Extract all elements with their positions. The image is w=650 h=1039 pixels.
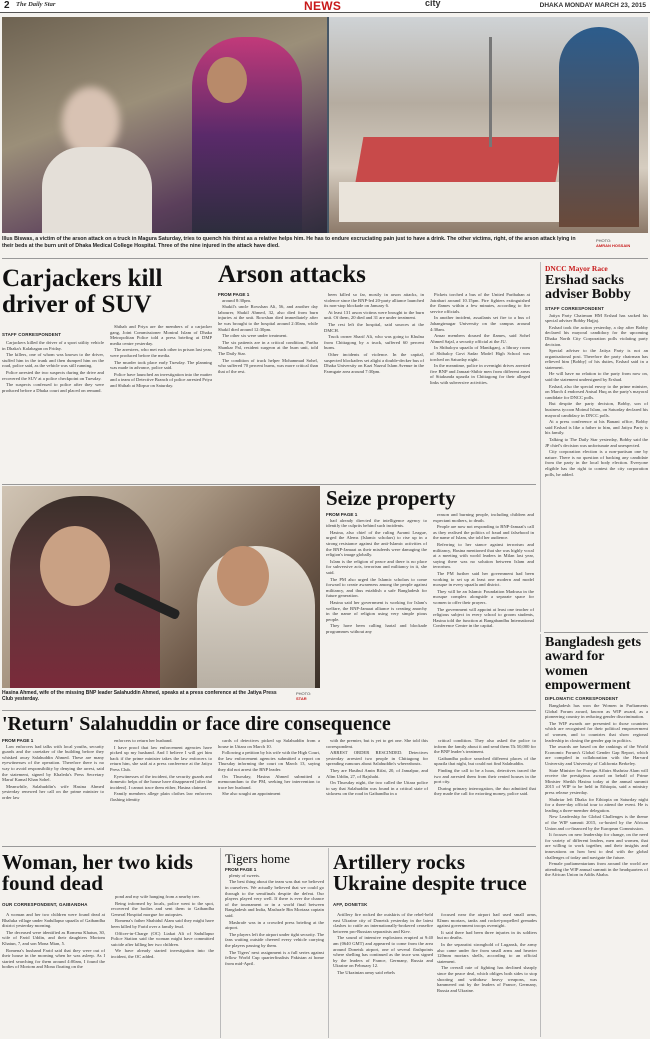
- article-paragraph: Jatiya Party Chairman HM Ershad has sacked his special adviser Bobby Hajjaj.: [545, 312, 648, 324]
- article-paragraph: The players left the airport under tight security. The fans waiting outside cheered every vehicle carrying the players passing by them.: [225, 931, 324, 948]
- article-body: [545, 703, 648, 1023]
- article-paragraph: Ansar members doused the flames, said Sohel Ahmed Sajal, a security official at the JU.: [430, 333, 530, 344]
- article-paragraph: In the meantime, police in overnight drives arrested five BNP and Jamaat-Shibir men from different areas of Sitakunda upazila in Chittagong for their alleged links with subversive activities.: [430, 363, 530, 385]
- headline: Arson attacks: [218, 261, 366, 288]
- article-paragraph: The deceased were identified as Romena Khatun, 30, wife of Farid Uddin, and their daughters Moriom Khatun, 7, and son Mona Mian, 5.: [2, 929, 105, 946]
- paper-name-logo: The Daily Star: [16, 1, 56, 8]
- article-paragraph: In the separatist stronghold of Lugansk, the army also came under fire from small arms and heavier 120mm mortars shells, according to an official statement.: [437, 941, 537, 964]
- article-paragraph: Shakil's uncle Rowshan Ali, 56, and another day labourer, Shakil Ahmed, 32, also died from burn injuries at the unit. Rowshan died immediately after he was brought to the hospital around 2:30am, while Shakil died around 12:30pm.: [218, 304, 318, 332]
- divider: [2, 484, 536, 485]
- article-paragraph: Carjackers killed the driver of a sport utility vehicle in Dhaka's Kalabagan on Friday.: [2, 340, 104, 351]
- photo-credit: [296, 692, 320, 701]
- article-paragraph: Law enforcers had talks with local youths, security guards and the caretaker of the building before they whisked away Salahuddin Ahmed. These are many eyewitnesses of the operation. Therefore there is no way to avoid responsibility by denying the arrest, said the statement, signed by Khaleda's Press Secretary Maruf Kamal Khan Sohel.: [2, 743, 104, 783]
- kicker: DNCC Mayor Race: [545, 264, 608, 273]
- headline: Artillery rocks Ukraine despite truce: [333, 850, 527, 896]
- article-paragraph: They have been calling hartal and blockade programmes without any: [326, 623, 427, 634]
- byline: AFP, DONETSK: [333, 902, 368, 907]
- article-paragraph: They will be an Islamic Foundation Madrasa in the mosque complex alongside a separate space for women to offer their prayers.: [433, 588, 534, 605]
- photo-right-panel: [329, 17, 648, 233]
- article-paragraph: critical condition. They also asked the police to inform the family about it and send them Tk 50,000 for the BNP leader's treatment.: [434, 738, 536, 755]
- article-paragraph: Romena's father Shahidul Alam said they might have been killed by Farid over a family feud.: [111, 918, 214, 929]
- article-paragraph: On Thursday, Hasina Ahmed submitted a memorandum to the PM, seeking her intervention to trace her husband.: [218, 773, 320, 790]
- article-column: [2, 340, 104, 480]
- story-carjackers: [2, 260, 214, 482]
- byline: STAFF CORRESPONDENT: [545, 305, 605, 311]
- article-paragraph: reason and burning people, including children and expectant mothers, to death.: [433, 512, 534, 523]
- photo-left-panel: [2, 17, 327, 233]
- hospital-bed: [355, 137, 564, 187]
- story-seize-property: [326, 486, 536, 708]
- byline: STAFF CORRESPONDENT: [2, 332, 62, 337]
- page-number: 2: [4, 0, 10, 11]
- photo-credit-label: PHOTO:: [596, 238, 612, 243]
- article-column: [326, 738, 428, 844]
- article-paragraph: Finding the call to be a hoax, detectives traced the two and arrested them from their rented houses in the port city.: [434, 767, 536, 785]
- article-paragraph: The rest left the hospital, said sources at the DMCH.: [324, 321, 424, 333]
- article-column: [434, 738, 536, 844]
- article-paragraph: Bangladesh has won the Women in Parliaments Global Forum award, known as WIP award, as a pioneering country in reducing gender discrimination.: [545, 703, 648, 720]
- article-paragraph: Ershad took the action yesterday, a day after Bobby declared his mayoral candidacy for the upcoming Dhaka North City Corporation polls violating party decision.: [545, 324, 648, 347]
- article-paragraph: The PM further said her government had been working to set up at least one modern and model mosque in every upazila and district.: [433, 570, 534, 588]
- photo-credit-name: STAR: [296, 695, 307, 701]
- jump-label: FROM PAGE 1: [225, 867, 257, 873]
- article-paragraph: Following a petition by his wife with the High Court, the law enforcement agencies submitted a report on Thursday informing the court on March 13, saying they did not arrest the BNP leader.: [218, 750, 320, 772]
- byline: OUR CORRESPONDENT, GAIBANDHA: [2, 902, 88, 907]
- article-paragraph: Police have launched an investigation into the matter and a team of Detective Branch of police arrested Priya and Shihab at Mirpur on Saturday.: [110, 371, 212, 388]
- article-paragraph: Eyewitnesses of the incident, the security guards and domestic helps of the house have disappeared [after the incident]. I cannot trace them either, Hasina claimed.: [110, 773, 212, 790]
- article-paragraph: At a press conference at his Banani office, Bobby said Ershad is like a father to him, and Jatiya Party is his family.: [545, 419, 648, 436]
- hospital-bed: [339, 182, 559, 222]
- article-paragraph: cards of detectives picked up Salahuddin from a house in Uttara on March 10.: [218, 738, 320, 749]
- headline: Woman, her two kids found dead: [2, 850, 193, 896]
- article-column: [218, 292, 318, 482]
- article-paragraph: At least 131 arson victims were brought to the burn unit. Of them, 20 died and 31 are under treatment.: [324, 309, 424, 321]
- story-ukraine: [328, 848, 536, 1038]
- divider: [544, 632, 648, 633]
- article-column: [437, 912, 537, 1036]
- article-paragraph: He will have no relation to the party from now on, said the statement undersigned by Ershad.: [545, 371, 648, 383]
- story-arson: [218, 260, 532, 482]
- photo-credit-label: PHOTO:: [296, 691, 312, 696]
- article-paragraph: The awards are based on the rankings of the World Economic Forum's Global Gender Gap Report, which are compiled in collaboration with the Harvard University and University of California Berkeley.: [545, 744, 648, 766]
- article-paragraph: Pickets torched a bus of the United Paribahan at Jatrabari around 10.15pm. Fire fighters extinguished the flames within a few minutes, according to fire service officials.: [430, 292, 530, 314]
- article-paragraph: The suspects confessed to police after they were produced before a Dhaka court and placed on remand.: [2, 382, 104, 393]
- divider: [2, 710, 536, 711]
- article-paragraph: During primary interrogation, the duo admitted that they made the call for extorting money, police said.: [434, 785, 536, 797]
- article-paragraph: focused near the airport had used small arms, 82mm mortars, tanks and rocket-propelled grenades against government troops overnight.: [437, 912, 537, 929]
- article-paragraph: around 8:30pm.: [222, 297, 252, 303]
- article-paragraph: Family members allege plain clothes law enforcers flashing identity: [110, 791, 212, 802]
- article-paragraph: We have already started investigation into the incident, the OC added.: [111, 948, 214, 959]
- headline: Carjackers kill driver of SUV: [2, 265, 163, 318]
- article-paragraph: I have proof that law enforcement agencies have picked up my husband. And I believe I will get him back if the prime minister takes the law enforcers to return him, she said at a press conference at the Jatiya Press Club.: [110, 744, 212, 772]
- article-paragraph: Shihab and Priya are the members of a carjacker gang, Joint Commissioner Monirul Islam of Dhaka Metropolitan Police told a press briefing at DMP media centre yesterday.: [110, 324, 212, 346]
- headline: Bangladesh gets award for women empowerment: [545, 635, 642, 693]
- iv-stand: [489, 37, 492, 147]
- article-column: [430, 292, 530, 482]
- jump-label: FROM PAGE 1: [218, 292, 250, 297]
- divider: [2, 846, 536, 847]
- article-paragraph: New Leadership for Global Challenges is the theme of the WIP summit 2015, co-hosted by the African Union and co-financed by the European Commission.: [545, 814, 648, 831]
- relative-figure: [192, 37, 302, 233]
- article-paragraph: Truck owner Sharif Ali, who was going to Khulna from Chittagong by a truck, suffered 60 percent burns.: [324, 334, 424, 351]
- article-paragraph: In another incident, assailants set fire to a bus of Jahangirnagar University on the campus around 4:30am.: [430, 315, 530, 332]
- article-column: [2, 738, 104, 844]
- article-paragraph: Romena's husband Farid said that they were out of their house in the morning when he was asleep. As I started searching for them around 4:00am, I found the bodies of Moriom and Mona floating on the: [2, 947, 105, 970]
- article-paragraph: Referring to her stance against terrorism and militancy, Hasina mentioned that she was highly vocal at a meeting with world leaders in Milan last year, saying there was no solution between Islam and terrorism.: [433, 541, 534, 570]
- top-photo: [2, 17, 648, 233]
- article-paragraph: Other incidents of violence. In the capital, suspected blockaders set alight a double-decker bus of Dhaka University on Kazi Nazrul Islam Avenue in the Farmgate area around 7:30pm.: [324, 351, 424, 374]
- story-bangladesh-award: [540, 634, 648, 1037]
- byline: DIPLOMATIC CORRESPONDENT: [545, 696, 619, 702]
- article-paragraph: A woman and her two children were found dead at Bhaluka village under Sadullapur upazila of Gaibandha district yesterday morning.: [2, 912, 105, 929]
- article-column: [324, 292, 424, 482]
- article-paragraph: The arrestees, who met each other in prison last year, were produced before the media.: [110, 347, 212, 358]
- story-ershad: [540, 262, 648, 632]
- middle-photo: [2, 486, 320, 688]
- article-column: [110, 324, 212, 480]
- article-column: [111, 894, 214, 1036]
- top-photo-caption: Illus Biswas, a victim of the arson attack on a truck in Magura Saturday, tries to quench his thirst as a relative helps him. He has to endure excruciating pain just to have a drink. The other victims, right, of the arson attack lying in their beds at the burn unit of Dhaka Medical College Hospital. Three of the nine injured in the attack have died.: [2, 236, 576, 249]
- story-salahuddin: [2, 712, 536, 844]
- article-column: [326, 512, 427, 708]
- article-paragraph: had already directed the intelligence agency to identify the culprits behind such incidents.: [326, 517, 427, 529]
- photo-credit: [596, 239, 648, 248]
- article-paragraph: Hasina said her government is working for Islam's welfare, the BNP-Jamaat alliance is creating anarchy in the name of religion using very simple pious people.: [326, 599, 427, 622]
- story-tigers-home: [220, 848, 324, 1038]
- man-face: [217, 546, 269, 606]
- article-paragraph: enforcers to return her husband.: [114, 738, 173, 743]
- middle-photo-caption: Hasina Ahmed, wife of the missing BNP leader Salahuddin Ahmed, speaks at a press conference at the Jatiya Press Club yesterday.: [2, 690, 277, 702]
- article-paragraph: Gaibandha police searched different places of the upazila that night, but could not find Salahuddin.: [434, 755, 536, 767]
- relative-face: [207, 57, 247, 103]
- article-paragraph: The overall rate of fighting has declined sharply since the peace deal, which obliges both sides to stop shooting and withdraw heavy weapons, was hammered out by the leaders of France, Germany, Russia and Ukraine.: [437, 965, 537, 993]
- article-paragraph: Shahriar left Dhaka for Ethiopia on Saturday night for a three-day official tour to attend the event. He is leading a three-member delegation.: [545, 796, 648, 813]
- article-paragraph: plenty of sweets.: [229, 872, 261, 878]
- masthead: [0, 0, 650, 13]
- article-paragraph: pond and my wife hanging from a nearby tree.: [115, 894, 201, 899]
- article-paragraph: Ershad, also the special envoy to the prime minister, on March 4 endorsed Anisul Huq as the party's mayoral candidate for DNCC polls.: [545, 383, 648, 400]
- article-paragraph: In Shibaloya upazila of Manikganj, a library room of Shibaloy Govt Sadar Model High School was torched on Saturday night.: [430, 345, 530, 362]
- article-paragraph: The killers, one of whom was known to the driver, stuffed him in the trunk and then dumped him on the road, police said, as the vehicle was still running.: [2, 352, 104, 369]
- article-paragraph: with the premier, but is yet to get one. She told this correspondent.: [326, 738, 428, 749]
- headline: Ershad sacks adviser Bobby: [545, 273, 631, 303]
- article-paragraph: Islam is the religion of peace and there is no place for subversive acts, terrorism and militancy in it, she said.: [326, 558, 427, 575]
- article-paragraph: It said there had been three injuries in its soldiers but no deaths.: [437, 929, 537, 941]
- article-paragraph: The six patients are in a critical condition, Partha Shankar Pal, resident surgeon at the burn unit, told The Daily Star.: [218, 339, 318, 356]
- article-paragraph: The PM also urged the Islamic scholars to come forward to create awareness among the people against militancy, and thus establish a safe Bangladesh for future generation.: [326, 576, 427, 599]
- article-paragraph: On Thursday night, the two called the Uttara police to say that Salahuddin was found in a critical state of sickness on the road in Gaibandha in a: [326, 780, 428, 797]
- article-paragraph: Police arrested the two suspects during the drive and recovered the SUV at a police checkpoint on Tuesday.: [2, 369, 104, 381]
- article-paragraph: It focuses on new leadership for change, on the need for variety of different leaders, men and women, that are willing to work together, and their insights and innovations on how best to deal with the global challenges of today and navigate the future.: [545, 832, 648, 860]
- article-paragraph: Talking to The Daily Star yesterday, Bobby said the JP chief's decision was unfortunate and unexpected.: [545, 437, 648, 448]
- article-paragraph: The best thing about the team was that we believed in ourselves. We actually believed that we could go through to the semifinals despite the defeat. Our players played very well. If there is ever the chance of the tournament or in a world final between Bangladesh and India, Mashrafe Bin Mortaza captain said.: [225, 879, 324, 918]
- jump-label: FROM PAGE 1: [326, 512, 358, 517]
- article-paragraph: The WIP awards are presented to those countries which are recognised for their political empowerment of women, and to countries that show regional leadership in closing the gender gap in politics.: [545, 720, 648, 743]
- article-paragraph: City corporation election is a non-partisan one by nature. There is no question of backing any candidate from the party in the local body election. Everyone eligible has the right to contest the city corporation polls, he added.: [545, 449, 648, 477]
- headline: Tigers home: [225, 851, 290, 866]
- attendant-figure: [559, 27, 639, 227]
- article-paragraph: The sound of intensive explosions erupted at 9:40 am (0640 GMT) and appeared to come from the area around Donetsk airport, one of several flashpoints where shelling has continued as the truce was signed by the leaders of France, Germany, Russia and Ukraine on February 12.: [333, 935, 433, 969]
- article-body: [225, 867, 324, 1033]
- article-column: [2, 912, 105, 1036]
- article-paragraph: The government will appoint at least one teacher of religious subject in every school to groom students, Hasina told the function at Bangabandhu International Conference Centre in the capital.: [433, 606, 534, 629]
- article-paragraph: Being informed by locals, police went to the spot, recovered the bodies and sent them to Gaibandha General Hospital morgue for autopsies.: [111, 900, 214, 917]
- article-paragraph: Artillery fire rocked the outskirts of the rebel-held east Ukraine city of Donetsk yesterday in the latest clashes to rattle an internationally-brokered ceasefire between pro-Russian separatists and Kiev.: [333, 912, 433, 934]
- article-paragraph: People are now not responding to BNP-Jamaat's call as they realised the politics of fraud and falsehood in the name of Islam, she told her audience.: [433, 524, 534, 541]
- article-paragraph: The Tigers' next assignment is a full series against fellow World Cup quarterfinalists Pakistan at home from mid-April.: [225, 949, 324, 966]
- article-paragraph: Officer-in-Charge (OC) Liakat Ali of Sadullapur Police Station said the woman might have committed suicide after killing her two children.: [111, 930, 214, 947]
- article-paragraph: They are Hasibul Amin Rifat, 20, of Jamalpur, and Alim Uddin, 27, of Rajshahi.: [326, 767, 428, 779]
- woman-face: [40, 526, 110, 606]
- story-woman-found-dead: [2, 848, 216, 1038]
- article-paragraph: Meanwhile, Salahuddin's wife Hasina Ahmed yesterday renewed her call on the prime minister to order law: [2, 783, 104, 800]
- article-paragraph: Mashrafe was in a crowded press briefing at the airport.: [225, 919, 324, 931]
- headline: 'Return' Salahuddin or face dire consequence: [2, 713, 391, 735]
- city-label: city: [425, 0, 441, 8]
- article-column: [218, 738, 320, 844]
- headline: Seize property: [326, 486, 456, 510]
- article-paragraph: The Ukrainian army said rebels: [337, 969, 395, 975]
- article-paragraph: The other six were under treatment.: [222, 333, 288, 339]
- article-paragraph: ARREST ORDER RESCINDED. Detectives yesterday arrested two people in Chittagong for spreading rumours about Salahuddin's whereabouts.: [326, 750, 428, 767]
- article-paragraph: State Minister for Foreign Affairs Shahriar Alam will receive the prestigious award on behalf of Prime Minister Sheikh Hasina today at the annual summit 2015 of WIP to be held in Ethiopia, said a ministry press release yesterday.: [545, 767, 648, 795]
- article-paragraph: She also sought an appointment: [222, 791, 281, 797]
- issue-date: DHAKA MONDAY MARCH 23, 2015: [539, 2, 646, 9]
- jump-label: FROM PAGE 1: [2, 738, 34, 743]
- article-paragraph: been killed so far, mostly in arson attacks, in violence since the BNP-led 20-party alliance launched its non-stop blockade on January 6.: [324, 292, 424, 309]
- article-paragraph: But despite the party decision, Bobby, son of business tycoon Moinul Islam, on Saturday declared his mayoral candidacy in DNCC polls.: [545, 401, 648, 418]
- section-name: NEWS: [304, 0, 342, 13]
- article-column: [110, 738, 212, 844]
- photo-credit-name: AMRAN HOSSAIN: [596, 242, 631, 248]
- article-paragraph: The murder took place early Tuesday. The planning was made in advance, police said.: [110, 359, 212, 371]
- divider: [2, 258, 648, 259]
- article-paragraph: Special adviser to the Jatiya Party is not an organisational post. Therefore the party chairman has relieved him [Bobby] of his duties, Ershad said in a statement.: [545, 348, 648, 370]
- article-column: [433, 512, 534, 708]
- article-paragraph: Female parliamentarians from around the world are attending the WIP annual summit in the headquarters of the African Union in Addis Ababa.: [545, 861, 648, 878]
- patient-figure: [42, 147, 152, 233]
- article-column: [333, 912, 433, 1036]
- article-paragraph: The condition of truck helper Mohammad Sohel, who suffered 70 percent burns, was more critical than that of the rest.: [218, 357, 318, 374]
- article-paragraph: Hasina, also chief of the ruling Awami League, urged the Alems (Islamic scholars) to rise up in a strong resistance against the anti-Islamic activities of the BNP-Jamaat as their misdeeds were damaging the religion's image globally.: [326, 529, 427, 558]
- article-body: [545, 313, 648, 608]
